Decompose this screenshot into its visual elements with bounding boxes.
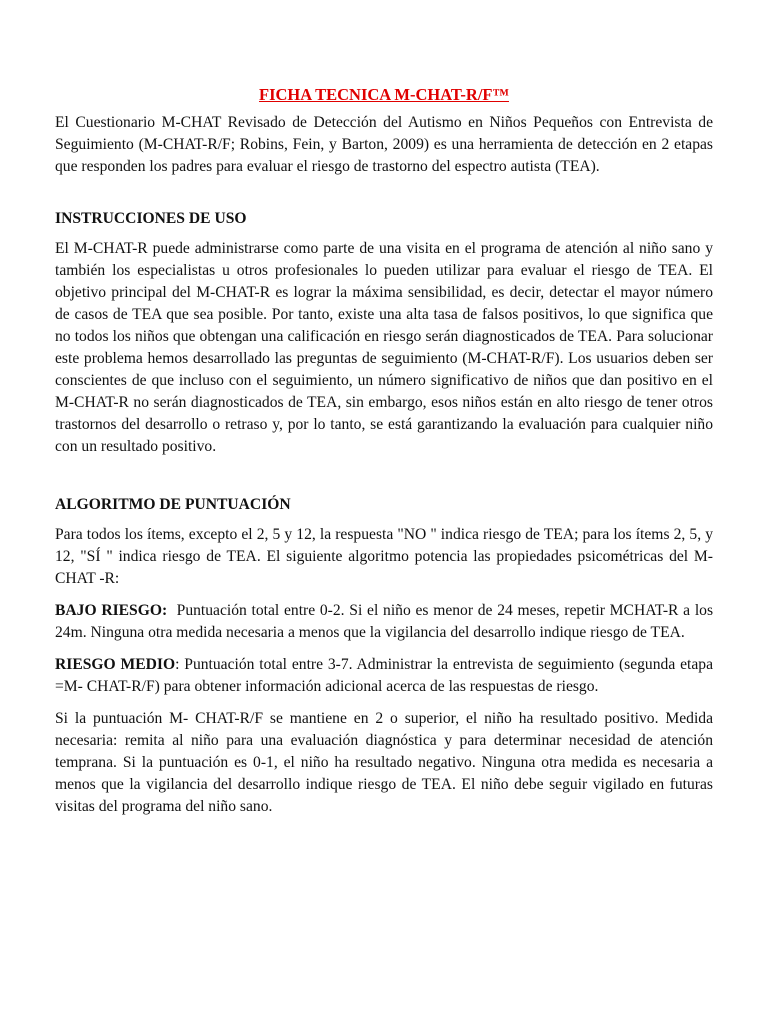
riesgo-medio-label: RIESGO MEDIO <box>55 656 176 673</box>
instrucciones-heading: INSTRUCCIONES DE USO <box>55 210 247 227</box>
intro-paragraph: El Cuestionario M-CHAT Revisado de Detección del Autismo en Niños Pequeños con Entrevista de Seguimiento (M-CHAT-R/F; Robins, Fein, y Barton, 2009) es una herramienta de detección en 2 etapas que responden los padres para evaluar el riesgo de trastorno del espectro autista (TEA). <box>55 114 713 175</box>
algoritmo-heading: ALGORITMO DE PUNTUACIÓN <box>55 496 291 513</box>
document-page <box>55 84 717 818</box>
bajo-riesgo-paragraph <box>55 600 717 644</box>
instrucciones-paragraph: El M-CHAT-R puede administrarse como parte de una visita en el programa de atención al niño sano y también los especialistas u otros profesionales lo pueden utilizar para evaluar el riesgo de TEA. El objetivo principal del M-CHAT-R es lograr la máxima sensibilidad, es decir, detectar el mayor número de casos de TEA que sea posible. Por tanto, existe una alta tasa de falsos positivos, lo que significa que no todos los niños que obtengan una calificación en riesgo serán diagnosticados de TEA. Para solucionar este problema hemos desarrollado las preguntas de seguimiento (M-CHAT-R/F). Los usuarios deben ser conscientes de que incluso con el seguimiento, un número significativo de niños que dan positivo en el M-CHAT-R no serán diagnosticados de TEA, sin embargo, esos niños están en alto riesgo de tener otros trastornos del desarrollo o retraso y, por lo tanto, se está garantizando la evaluación para cualquier niño con un resultado positivo. <box>55 240 713 455</box>
bajo-riesgo-text: Puntuación total entre 0-2. Si el niño es menor de 24 meses, repetir MCHAT-R a los 24m. Ninguna otra medida necesaria a menos que la vigilancia del desarrollo indique riesgo de TEA. <box>55 602 717 641</box>
document-title: FICHA TECNICA M-CHAT-R/F™ <box>259 85 509 104</box>
riesgo-medio-paragraph <box>55 654 713 698</box>
bajo-riesgo-label: BAJO RIESGO: <box>55 602 168 619</box>
resultado-paragraph: Si la puntuación M- CHAT-R/F se mantiene en 2 o superior, el niño ha resultado positivo. Medida necesaria: remita al niño para una evaluación diagnóstica y para determinar necesidad de atención temprana. Si la puntuación es 0-1, el niño ha resultado negativo. Ninguna otra medida es necesaria a menos que la vigilancia del desarrollo indique riesgo de TEA. El niño debe seguir vigilado en futuras visitas del programa del niño sano. <box>55 710 713 815</box>
riesgo-medio-text: : Puntuación total entre 3-7. Administrar la entrevista de seguimiento (segunda etapa =M- CHAT-R/F) para obtener información adicional acerca de las respuestas de riesgo. <box>55 656 713 695</box>
algoritmo-paragraph: Para todos los ítems, excepto el 2, 5 y 12, la respuesta "NO " indica riesgo de TEA; para los ítems 2, 5, y 12, "SÍ " indica riesgo de TEA. El siguiente algoritmo potencia las propiedades psicométricas del M- CHAT -R: <box>55 526 713 587</box>
